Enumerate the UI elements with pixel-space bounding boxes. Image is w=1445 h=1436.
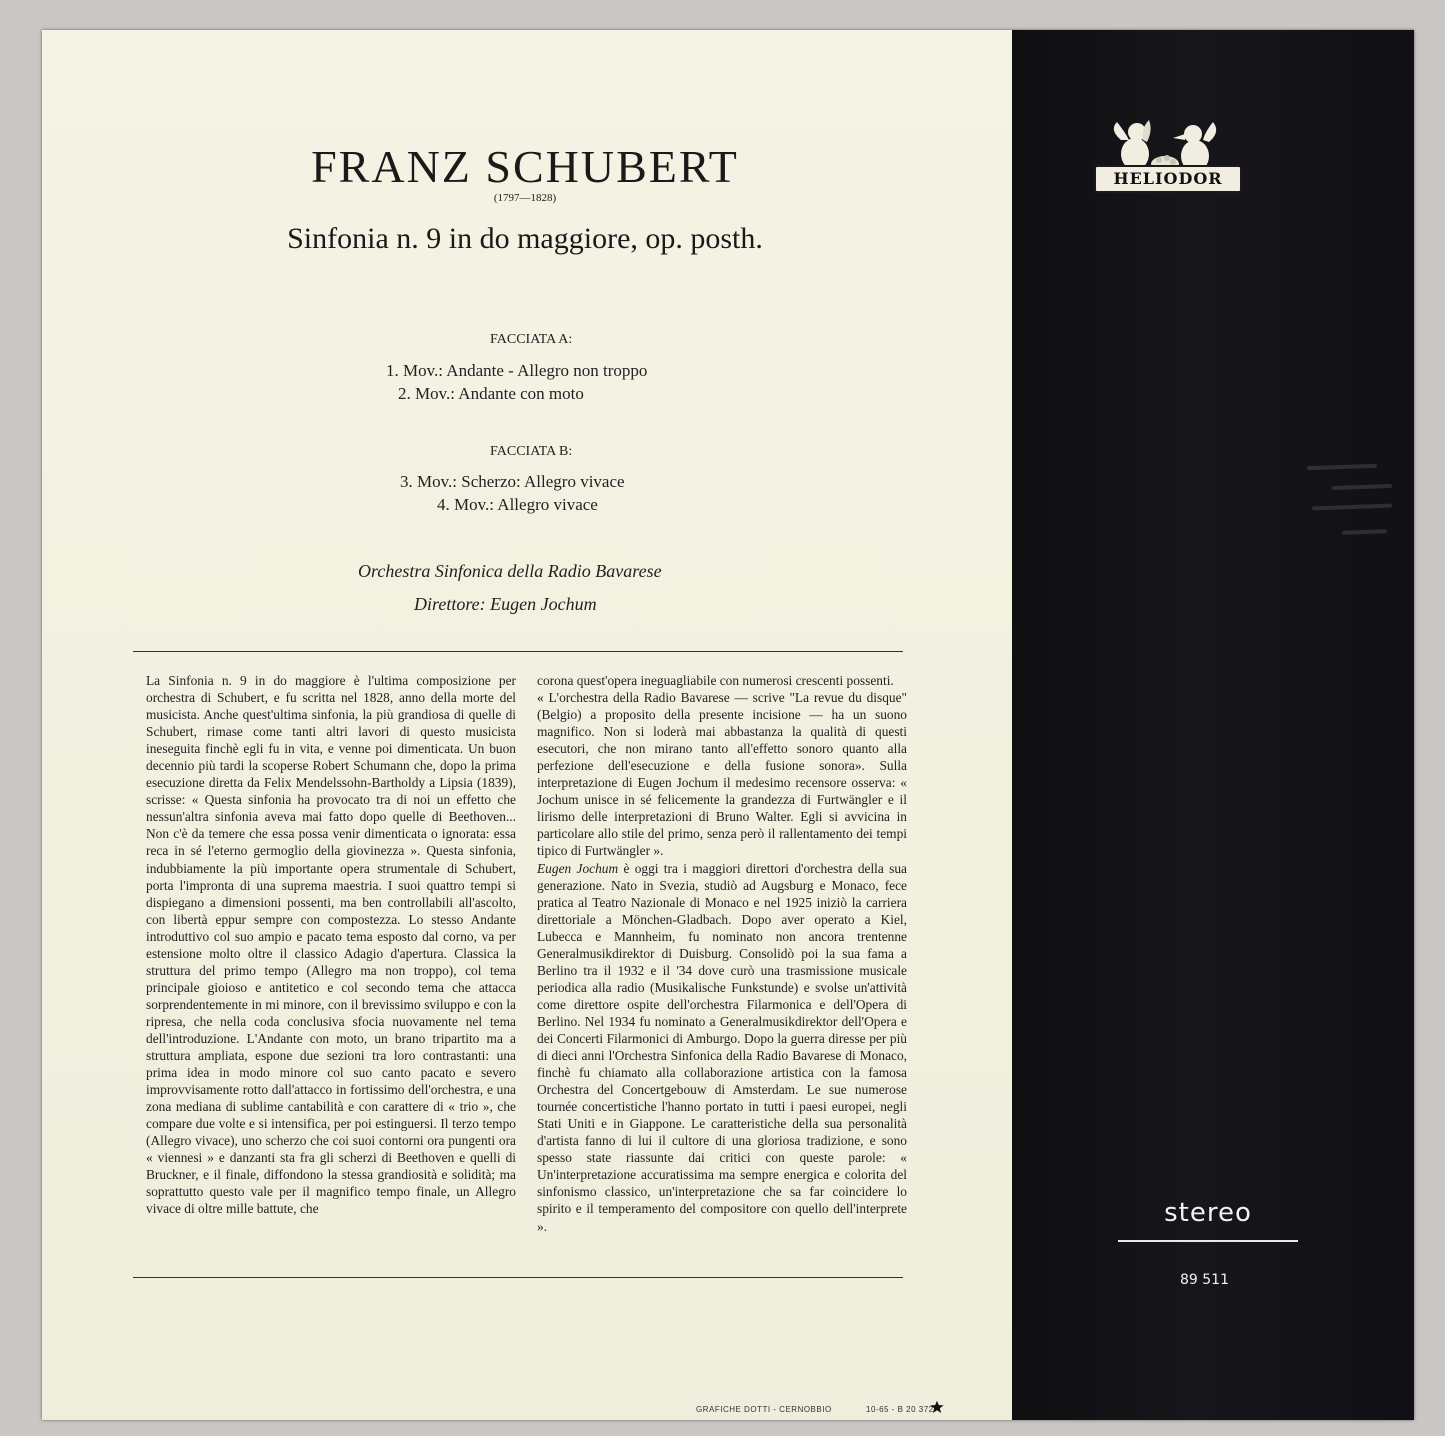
side-b-movement-3: 3. Mov.: Scherzo: Allegro vivace <box>400 472 625 491</box>
bottom-divider <box>133 1277 903 1278</box>
catalog-number: 89 511 <box>1180 1272 1229 1288</box>
liner-notes-paragraph: corona quest'opera ineguagliabile con numerosi crescenti possenti. <box>537 673 894 688</box>
conductor-name-italic: Eugen Jochum <box>537 860 619 876</box>
scuff-mark <box>1307 464 1377 470</box>
stereo-underline <box>1118 1240 1298 1242</box>
liner-notes-column-2 <box>537 672 907 1235</box>
heliodor-logo-text: HELIODOR <box>1094 165 1242 193</box>
star-icon <box>930 1400 944 1414</box>
print-code: 10-65 - B 20 372 <box>866 1405 934 1414</box>
side-a-movement-2: 2. Mov.: Andante con moto <box>398 384 584 403</box>
side-b-movement-4: 4. Mov.: Allegro vivace <box>437 495 598 514</box>
conductor-bio: è oggi tra i maggiori direttori d'orchestra della sua generazione. Nato in Svezia, studiò ad Augsburg e Monaco, fece pratica al Teatro Nazionale di Monaco e nel 1925 iniziò la carriera direttoriale a Mönchen-Gladbach. Dopo aver operato a Kiel, Lubecca e Mannheim, fu nominato non ancora trentenne Generalmusikdirektor di Duisburg. Consolidò poi la sua fama a Berlino tra il 1932 e il '34 dove curò una trasmissione musicale periodica alla radio (Musikalische Funkstunde) e svolse un'attività come direttore ospite dell'orchestra Filarmonica e dell'Opera di Berlino. Nel 1934 fu nominato a Generalmusikdirektor dell'Opera e dei Concerti Filarmonici di Amburgo. Dopo la guerra diresse per più di dieci anni l'Orchestra Sinfonica della Radio Bavarese di Monaco, finchè fu chiamato alla collaborazione artistica con la famosa Orchestra del Concertgebouw di Amsterdam. Le sue numerose tournée concertistiche l'hanno portato in tutti i paesi europei, negli Stati Uniti e in Giappone. Le caratteristiche della sua personalità d'artista fanno di lui il cultore di una gloriosa tradizione, e sono spesso state riassunte dai critici con queste parole: « Un'interpretazione accuratissima ma sempre energica e colorita del sinfonismo classico, un'interpretazione che sa far coincidere lo spirito e il temperamento del compositore con quello dell'interprete ». <box>537 860 907 1234</box>
side-a-movement-1: 1. Mov.: Andante - Allegro non troppo <box>386 361 648 380</box>
scuff-mark <box>1332 484 1392 490</box>
scuff-mark <box>1312 504 1392 511</box>
liner-notes-paragraph <box>537 860 907 1235</box>
liner-notes-paragraph: « L'orchestra della Radio Bavarese — scrive "La revue du disque" (Belgio) a proposito della presente incisione — ha un suono magnifico. Non si loderà mai abbastanza la qualità di questi esecutori, che non mirano tanto all'effetto sonoro quanto alla perfezione dell'esecuzione e della fusione sonora». Sulla interpretazione di Eugen Jochum il medesimo recensore osserva: « Jochum unisce in sé felicemente la grandezza di Furtwängler e il lirismo delle interpretazioni di Bruno Walter. Egli si avvicina in particolare allo stile del primo, senza però il rallentamento dei tempi tipico di Furtwängler ». <box>537 690 907 859</box>
stereo-label: stereo <box>1164 1198 1252 1228</box>
top-divider <box>133 651 903 652</box>
work-title: Sinfonia n. 9 in do maggiore, op. posth. <box>287 222 763 255</box>
conductor-credit: Direttore: Eugen Jochum <box>414 594 597 614</box>
printer-credit: GRAFICHE DOTTI - CERNOBBIO <box>696 1405 832 1414</box>
liner-notes-column-1 <box>146 672 516 1218</box>
side-b-title: FACCIATA B: <box>490 444 573 459</box>
composer-name: FRANZ SCHUBERT <box>311 141 739 192</box>
scuff-mark <box>1342 529 1387 535</box>
liner-notes-paragraph: La Sinfonia n. 9 in do maggiore è l'ultima composizione per orchestra di Schubert, e fu scritta nel 1828, anno della morte del musicista. Anche quest'ultima sinfonia, la più grandiosa di quelle di Schubert, rimase come tanti altri lavori di questo musicista ineseguita finchè egli fu in vita, e venne poi dimenticata. Un buon decennio più tardi la scoperse Robert Schumann che, dopo la prima esecuzione diretta da Felix Mendelssohn-Bartholdy a Lipsia (1839), scrisse: « Questa sinfonia ha provocato tra di noi un effetto che nessun'altra sinfonia aveva mai fatto dopo quelle di Beethoven... Non c'è da temere che essa possa venir dimenticata o ignorata: essa reca in sé l'eterno germoglio della giovinezza ». Questa sinfonia, indubbiamente la più importante opera strumentale di Schubert, porta l'impronta di una suprema maestria. I suoi quattro tempi si dispiegano a dimensioni possenti, ma ben controllabili all'ascolto, con libertà eppur sempre con compostezza. Lo stesso Andante introduttivo col suo ampio e pacato tema esposto dal corno, va per estensione molto oltre il classico Adagio d'apertura. Classica la struttura del primo tempo (Allegro ma non troppo), col tema principale gioioso e antitetico e col secondo tema che attacca sorprendentemente in mi minore, con il brevissimo sviluppo e con la ripresa, che nella coda conclusiva sfocia nuovamente nel tema dell'introduzione. L'Andante con moto, un brano tripartito ma a struttura ampliata, espone due sezioni tra loro contrastanti: una prima idea in modo minore col suo canto pacato e severo improvvisamente rotto dall'attacco in fortissimo dell'orchestra, e una zona mediana di sublime cantabilità e con carattere di « trio », che compare due volte e si intensifica, per poi estinguersi. Il terzo tempo (Allegro vivace), uno scherzo che coi suoi contorni ora pungenti ora « viennesi » e danzanti sta fra gli scherzi di Beethoven e quelli di Bruckner, e il finale, diffondono la stessa grandiosità e solidità; ma soprattutto questo vale per il magnifico tempo finale, un Allegro vivace di oltre mille battute, che <box>146 673 516 1217</box>
side-a-title: FACCIATA A: <box>490 332 573 347</box>
orchestra-credit: Orchestra Sinfonica della Radio Bavarese <box>358 561 662 581</box>
composer-dates: (1797—1828) <box>493 192 557 204</box>
